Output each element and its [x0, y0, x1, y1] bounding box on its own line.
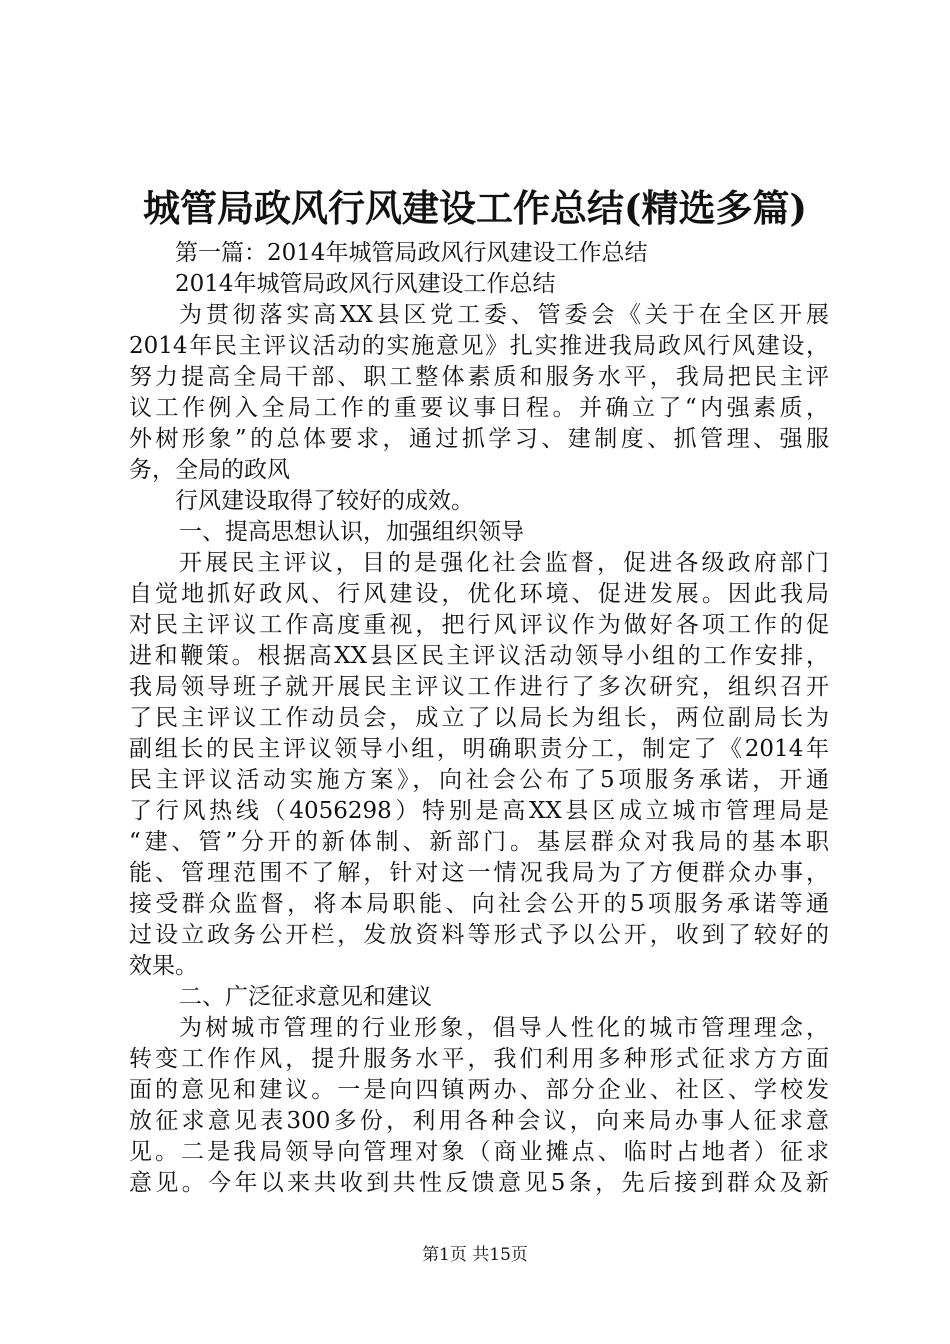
- text-line: 开展民主评议，目的是强化社会监督，促进各级政府部门: [179, 550, 829, 576]
- text-line: 第一篇：2014年城管局政风行风建设工作总结: [175, 240, 648, 266]
- text-line: 努力提高全局干部、职工整体素质和服务水平，我局把民主评: [129, 364, 829, 390]
- text-line: 接受群众监督，将本局职能、向社会公开的5项服务承诺等通: [129, 891, 829, 917]
- text-line: 议工作例入全局工作的重要议事日程。并确立了“内强素质，: [129, 395, 829, 421]
- text-line: 放征求意见表300多份，利用各种会议，向来局办事人征求意: [129, 1108, 829, 1134]
- text-line: 能、管理范围不了解，针对这一情况我局为了方便群众办事，: [129, 860, 829, 886]
- document-body: [129, 238, 829, 1199]
- page-footer: 第1页 共15页: [422, 1245, 528, 1265]
- text-line: “建、管”分开的新体制、新部门。基层群众对我局的基本职: [129, 829, 829, 855]
- text-line: 效果。: [129, 953, 198, 979]
- text-line: 为贯彻落实高XX县区党工委、管委会《关于在全区开展: [179, 302, 829, 328]
- text-line: 务，全局的政风: [129, 457, 290, 483]
- text-line: 行风建设取得了较好的成效。: [175, 488, 474, 514]
- text-line: 见。二是我局领导向管理对象（商业摊点、临时占地者）征求: [129, 1139, 829, 1165]
- text-line: 民主评议活动实施方案》，向社会公布了5项服务承诺，开通: [129, 767, 829, 793]
- text-line: 2014年城管局政风行风建设工作总结: [175, 271, 556, 297]
- text-line: 过设立政务公开栏，发放资料等形式予以公开，收到了较好的: [129, 922, 829, 948]
- text-line: 了民主评议工作动员会，成立了以局长为组长，两位副局长为: [129, 705, 829, 731]
- text-line: 对民主评议工作高度重视，把行风评议作为做好各项工作的促: [129, 612, 829, 638]
- text-line: 转变工作作风，提升服务水平，我们利用多种形式征求方方面: [129, 1046, 829, 1072]
- text-line: 外树形象”的总体要求，通过抓学习、建制度、抓管理、强服: [129, 426, 829, 452]
- text-line: 面的意见和建议。一是向四镇两办、部分企业、社区、学校发: [129, 1077, 829, 1103]
- document-title: 城管局政风行风建设工作总结(精选多篇): [142, 186, 807, 230]
- text-line: 副组长的民主评议领导小组，明确职责分工，制定了《2014年: [129, 736, 829, 762]
- text-line: 我局领导班子就开展民主评议工作进行了多次研究，组织召开: [129, 674, 829, 700]
- text-line: 自觉地抓好政风、行风建设，优化环境、促进发展。因此我局: [129, 581, 829, 607]
- text-line: 2014年民主评议活动的实施意见》扎实推进我局政风行风建设，: [129, 333, 829, 359]
- text-line: 了行风热线（4056298）特别是高XX县区成立城市管理局是: [129, 798, 829, 824]
- text-line: 进和鞭策。根据高XX县区民主评议活动领导小组的工作安排，: [129, 643, 829, 669]
- section-heading: 二、广泛征求意见和建议: [179, 984, 432, 1010]
- text-line: 为树城市管理的行业形象，倡导人性化的城市管理理念，: [179, 1015, 829, 1041]
- text-line: 意见。今年以来共收到共性反馈意见5条，先后接到群众及新: [129, 1170, 829, 1196]
- section-heading: 一、提高思想认识，加强组织领导: [179, 519, 524, 545]
